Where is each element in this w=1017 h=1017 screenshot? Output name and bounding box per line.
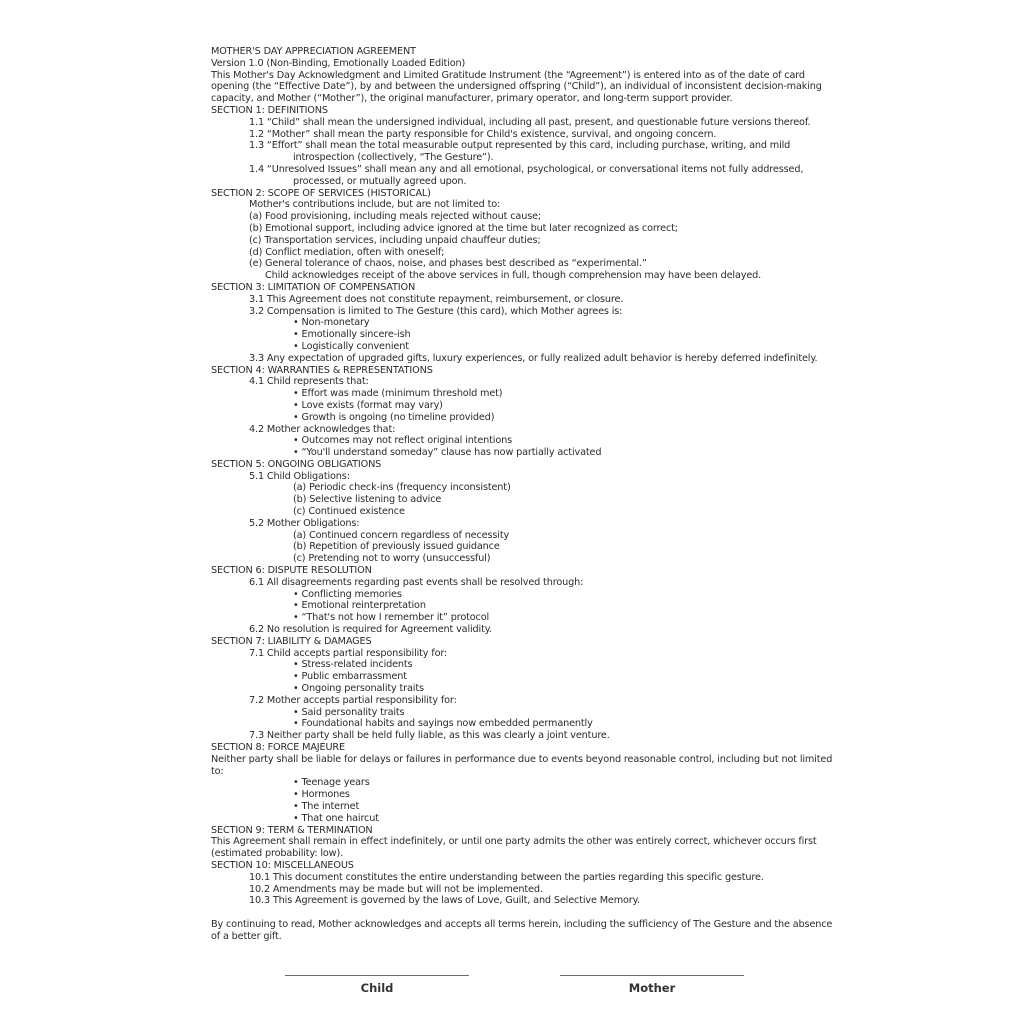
clause: 3.2 Compensation is limited to The Gesture (this card), which Mother agrees is: bbox=[249, 305, 623, 317]
force-majeure-text: Neither party shall be liable for delays or failures in performance due to events beyond reasonable control, including but not limited to: bbox=[211, 753, 833, 777]
bullet-item: • “You'll understand someday” clause has now partially activated bbox=[293, 447, 602, 459]
bullet-item: • That one haircut bbox=[293, 812, 379, 824]
bullet-item: • Non-monetary bbox=[293, 317, 370, 329]
bullet-item: • Emotionally sincere-ish bbox=[293, 329, 411, 341]
section-heading: SECTION 10: MISCELLANEOUS bbox=[211, 859, 354, 871]
definition-item: 1.2 “Mother” shall mean the party responsible for Child's existence, survival, and ongoing concern. bbox=[249, 128, 717, 140]
clause: 10.2 Amendments may be made but will not be implemented. bbox=[249, 883, 543, 895]
section-heading: SECTION 1: DEFINITIONS bbox=[211, 104, 328, 116]
clause: 4.2 Mother acknowledges that: bbox=[249, 423, 396, 435]
scope-item: (d) Conflict mediation, often with oneself; bbox=[249, 246, 445, 258]
clause: 6.1 All disagreements regarding past events shall be resolved through: bbox=[249, 576, 584, 588]
list-item: (a) Periodic check-ins (frequency inconsistent) bbox=[293, 482, 511, 494]
document-title: MOTHER'S DAY APPRECIATION AGREEMENT bbox=[211, 46, 416, 57]
clause: 5.1 Child Obligations: bbox=[249, 470, 350, 482]
list-item: (c) Continued existence bbox=[293, 506, 405, 518]
bullet-item: • Foundational habits and sayings now embedded permanently bbox=[293, 718, 593, 730]
agreement-document bbox=[211, 46, 841, 943]
clause: 3.1 This Agreement does not constitute repayment, reimbursement, or closure. bbox=[249, 293, 624, 305]
scope-lead: Mother's contributions include, but are not limited to: bbox=[249, 199, 501, 211]
scope-item: (a) Food provisioning, including meals rejected without cause; bbox=[249, 211, 542, 223]
scope-item: (c) Transportation services, including unpaid chauffeur duties; bbox=[249, 234, 541, 246]
version-line: Version 1.0 (Non-Binding, Emotionally Loaded Edition) bbox=[211, 57, 466, 69]
term-text: This Agreement shall remain in effect indefinitely, or until one party admits the other was entirely correct, whichever occurs first (estimated probability: low). bbox=[211, 836, 817, 860]
clause: 7.1 Child accepts partial responsibility for: bbox=[249, 647, 448, 659]
bullet-item: • “That's not how I remember it” protocol bbox=[293, 612, 490, 624]
bullet-item: • Public embarrassment bbox=[293, 671, 407, 683]
list-item: (b) Selective listening to advice bbox=[293, 494, 442, 506]
bullet-item: • Teenage years bbox=[293, 777, 370, 789]
scope-item: (b) Emotional support, including advice ignored at the time but later recognized as correct; bbox=[249, 222, 678, 234]
bullet-item: • Outcomes may not reflect original intentions bbox=[293, 435, 512, 447]
closing-paragraph: By continuing to read, Mother acknowledges and accepts all terms herein, including the sufficiency of The Gesture and the absence of a better gift. bbox=[211, 918, 833, 942]
section-heading: SECTION 2: SCOPE OF SERVICES (HISTORICAL) bbox=[211, 187, 431, 199]
list-item: (a) Continued concern regardless of necessity bbox=[293, 529, 510, 541]
bullet-item: • Logistically convenient bbox=[293, 340, 409, 352]
scope-item: (e) General tolerance of chaos, noise, and phases best described as “experimental.” bbox=[249, 258, 647, 270]
spacer bbox=[211, 907, 841, 919]
clause: 10.1 This document constitutes the entire understanding between the parties regarding this specific gesture. bbox=[249, 871, 764, 883]
definition-item-continuation: processed, or mutually agreed upon. bbox=[293, 175, 467, 187]
clause: 5.2 Mother Obligations: bbox=[249, 517, 360, 529]
bullet-item: • Said personality traits bbox=[293, 706, 405, 718]
section-heading: SECTION 6: DISPUTE RESOLUTION bbox=[211, 565, 372, 577]
mother-signature-label: Mother bbox=[628, 981, 676, 995]
bullet-item: • Ongoing personality traits bbox=[293, 683, 424, 695]
bullet-item: • Growth is ongoing (no timeline provided) bbox=[293, 411, 495, 423]
clause: 7.2 Mother accepts partial responsibility for: bbox=[249, 694, 457, 706]
child-signature-label: Child bbox=[360, 981, 394, 995]
clause: 6.2 No resolution is required for Agreement validity. bbox=[249, 624, 492, 636]
section-heading: SECTION 3: LIMITATION OF COMPENSATION bbox=[211, 281, 416, 293]
intro-paragraph: This Mother's Day Acknowledgment and Limited Gratitude Instrument (the “Agreement”) is entered into as of the date of card opening (the “Effective Date”), by and between the undersigned offspring (“Child”), an individual of inconsistent decision-making capacity, and Mother (“Mother”), the original manufacturer, primary operator, and long-term support provider. bbox=[211, 69, 822, 105]
section-heading: SECTION 9: TERM & TERMINATION bbox=[211, 824, 373, 836]
definition-item: 1.4 “Unresolved Issues” shall mean any and all emotional, psychological, or conversational items not fully addressed, bbox=[249, 163, 804, 175]
bullet-item: • Hormones bbox=[293, 789, 350, 801]
bullet-item: • The internet bbox=[293, 801, 360, 812]
section-heading: SECTION 8: FORCE MAJEURE bbox=[211, 742, 345, 754]
bullet-item: • Effort was made (minimum threshold met) bbox=[293, 388, 503, 400]
section-heading: SECTION 7: LIABILITY & DAMAGES bbox=[211, 635, 372, 647]
mother-signature-line bbox=[560, 975, 744, 976]
clause: 7.3 Neither party shall be held fully liable, as this was clearly a joint venture. bbox=[249, 730, 610, 742]
section-heading: SECTION 4: WARRANTIES & REPRESENTATIONS bbox=[211, 364, 433, 376]
list-item: (c) Pretending not to worry (unsuccessful) bbox=[293, 553, 491, 565]
definition-item: 1.3 “Effort” shall mean the total measurable output represented by this card, including purchase, writing, and mild bbox=[249, 140, 791, 152]
child-signature-line bbox=[285, 975, 469, 976]
clause: 10.3 This Agreement is governed by the laws of Love, Guilt, and Selective Memory. bbox=[249, 895, 640, 907]
bullet-item: • Stress-related incidents bbox=[293, 659, 413, 671]
bullet-item: • Conflicting memories bbox=[293, 588, 402, 600]
clause: 3.3 Any expectation of upgraded gifts, luxury experiences, or fully realized adult behavior is hereby deferred indefinitely. bbox=[249, 352, 818, 364]
clause: 4.1 Child represents that: bbox=[249, 376, 369, 388]
scope-acknowledgment: Child acknowledges receipt of the above services in full, though comprehension may have been delayed. bbox=[265, 270, 762, 282]
bullet-item: • Love exists (format may vary) bbox=[293, 399, 443, 411]
section-heading: SECTION 5: ONGOING OBLIGATIONS bbox=[211, 458, 382, 470]
list-item: (b) Repetition of previously issued guidance bbox=[293, 541, 500, 553]
definition-item-continuation: introspection (collectively, “The Gesture”). bbox=[293, 152, 494, 164]
bullet-item: • Emotional reinterpretation bbox=[293, 600, 426, 612]
definition-item: 1.1 “Child” shall mean the undersigned individual, including all past, present, and questionable future versions thereof. bbox=[249, 116, 811, 128]
